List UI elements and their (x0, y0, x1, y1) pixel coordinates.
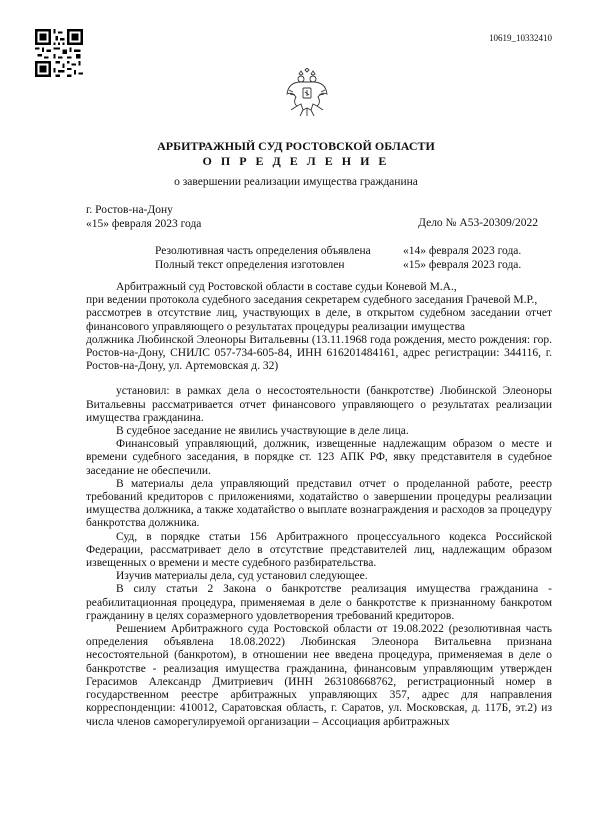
document-id: 10619_10332410 (489, 33, 552, 43)
paragraph: В материалы дела управляющий представил отчет о проделанной работе, реестр требований кредиторов с приложениями, ходатайство о завершении процедуры реализации имущества должника, а также ходатайство о выплате вознаграждения и расходов за процедуру банкротства должника. (86, 477, 552, 530)
case-number: Дело № А53-20309/2022 (418, 217, 538, 229)
paragraph: Суд, в порядке статьи 156 Арбитражного процессуального кодекса Российской Федерации, рассматривает дело в отсутствие представителей лиц, надлежащим образом извещенных о времени и месте судебного разбирательства. (86, 530, 552, 570)
qr-code-icon (35, 29, 83, 77)
resolution-label: Резолютивная часть определения объявлена (155, 245, 371, 257)
document-subject: о завершении реализации имущества гражданина (174, 176, 418, 188)
place-and-date (86, 203, 201, 231)
paragraph: должника Любинской Элеоноры Витальевны (13.11.1968 года рождения, место рождения: гор. Ростов-на-Дону, СНИЛС 057-734-605-84, ИНН 616201484161, адрес регистрации: 344116, г. Ростов-на-Дону, ул. Артемовская д. 32) (86, 333, 552, 373)
decision-date: «15» февраля 2023 года (86, 218, 202, 230)
city: г. Ростов-на-Дону (86, 204, 173, 216)
paragraph: Решением Арбитражного суда Ростовской области от 19.08.2022 (резолютивная часть определения объявлена 18.08.2022) Любинская Элеонора Витальевна признана несостоятельной (банкротом), в отношении нее введена процедура, применяемая в деле о банкротстве - реализация имущества гражданина, финансовым управляющим утвержден Герасимов Александр Дмитриевич (ИНН 263108668762, регистрационный номер в государственном реестре арбитражных управляющих 357, адрес для направления корреспонденции: 410012, Саратовская область, г. Саратов, ул. Московская, д. 117Б, эт.2) из числа членов саморегулируемой организации – Ассоциация арбитражных (86, 623, 552, 728)
court-name: АРБИТРАЖНЫЙ СУД РОСТОВСКОЙ ОБЛАСТИ (157, 139, 435, 153)
resolution-date: «14» февраля 2023 года. (403, 245, 522, 257)
document-body (86, 281, 552, 729)
fulltext-date: «15» февраля 2023 года. (403, 259, 522, 271)
resolution-info (155, 244, 529, 272)
coat-of-arms-icon (285, 68, 329, 120)
paragraph: при ведении протокола судебного заседания секретарем судебного заседания Грачевой М.Р., (86, 294, 538, 307)
paragraph: В судебное заседание не явились участвующие в деле лица. (116, 425, 409, 438)
paragraph: В силу статьи 2 Закона о банкротстве реализация имущества гражданина - реабилитационная процедура, применяемая в деле о банкротстве к признанному банкротом гражданину в целях соразмерного удовлетворения требований кредиторов. (86, 583, 552, 622)
paragraph: Финансовый управляющий, должник, извещенные надлежащим образом о месте и времени судебного заседания, в порядке ст. 123 АПК РФ, явку представителя в судебное заседание не обеспечили. (86, 438, 552, 477)
paragraph: установил: в рамках дела о несостоятельности (банкротстве) Любинской Элеоноры Витальевны рассматривается отчет финансового управляющего о результатах реализации имущества гражданина. (86, 385, 552, 424)
paragraph: Арбитражный суд Ростовской области в составе судьи Коневой М.А., (116, 281, 457, 293)
document-type: О П Р Е Д Е Л Е Н И Е (202, 154, 390, 168)
fulltext-label: Полный текст определения изготовлен (155, 259, 345, 271)
paragraph: рассмотрев в отсутствие лиц, участвующих в деле, в открытом судебном заседании отчет финансового управляющего о результатах процедуры реализации имущества (86, 307, 552, 333)
paragraph: Изучив материалы дела, суд установил следующее. (116, 570, 368, 583)
